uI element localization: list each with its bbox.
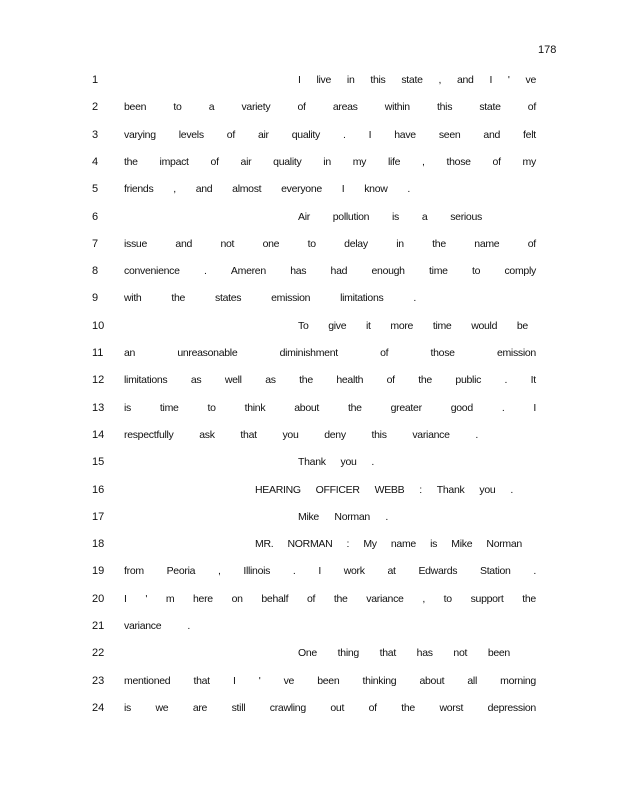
line-text xyxy=(298,645,510,661)
word: time xyxy=(432,319,452,332)
line-text xyxy=(124,673,536,689)
word: not xyxy=(453,647,468,660)
line-number: 23 xyxy=(92,674,105,687)
word: morning xyxy=(500,674,536,687)
word: , xyxy=(422,592,425,605)
word: the xyxy=(171,292,186,305)
word: to xyxy=(472,265,481,278)
line-number: 18 xyxy=(92,538,105,551)
line-text xyxy=(255,482,513,498)
word: name xyxy=(390,538,416,551)
word: worst xyxy=(439,701,464,714)
line-number: 3 xyxy=(92,128,99,141)
word: Edwards xyxy=(418,565,458,578)
word: thinking xyxy=(362,674,397,687)
word: Illinois xyxy=(243,565,271,578)
word: within xyxy=(384,101,410,114)
word: had xyxy=(330,265,348,278)
word: , xyxy=(217,565,221,578)
page-number: 178 xyxy=(538,44,557,56)
word: those xyxy=(430,347,455,359)
word: know xyxy=(364,183,388,196)
word: to xyxy=(443,592,452,605)
word: the xyxy=(522,592,536,605)
line-text xyxy=(124,127,536,143)
word: state xyxy=(401,74,423,86)
word: variance xyxy=(366,592,404,605)
word: OFFICER xyxy=(315,483,360,496)
word: greater xyxy=(390,401,422,414)
word: of xyxy=(527,101,536,114)
word: this xyxy=(437,101,453,114)
word: I xyxy=(232,674,236,687)
transcript-line xyxy=(0,673,618,689)
word: been xyxy=(124,101,147,114)
word: friends xyxy=(124,183,154,196)
line-number: 8 xyxy=(92,265,99,278)
word: air xyxy=(257,128,269,141)
word: enough xyxy=(371,265,405,278)
word: , xyxy=(438,74,442,86)
transcript-line xyxy=(0,236,618,252)
word: to xyxy=(173,101,182,114)
word: well xyxy=(224,374,242,387)
word: . xyxy=(385,510,388,523)
word: I xyxy=(124,592,127,605)
word: ve xyxy=(525,74,536,86)
transcript-line xyxy=(0,645,618,661)
word: states xyxy=(215,292,242,305)
word: mentioned xyxy=(124,674,171,687)
word: not xyxy=(220,237,235,250)
word: we xyxy=(155,701,169,714)
word: it xyxy=(366,319,371,332)
word: has xyxy=(290,265,307,278)
word: health xyxy=(336,374,364,387)
transcript-line xyxy=(0,154,618,170)
word: Peoria xyxy=(166,565,196,578)
word: ' xyxy=(507,74,510,86)
word: delay xyxy=(344,237,368,250)
word: of xyxy=(368,701,377,714)
word: as xyxy=(190,374,202,387)
line-text xyxy=(124,400,536,416)
word: live xyxy=(316,74,332,86)
line-text xyxy=(298,509,388,525)
word: an xyxy=(124,347,136,359)
word: Norman xyxy=(486,538,522,551)
word: you xyxy=(340,456,357,469)
word: crawling xyxy=(269,701,306,714)
word: , xyxy=(173,183,176,196)
line-text xyxy=(298,209,482,225)
word: a xyxy=(421,210,428,223)
transcript-line xyxy=(0,72,618,88)
word: limitations xyxy=(340,292,384,305)
word: my xyxy=(352,155,367,168)
word: : xyxy=(419,483,422,496)
word: issue xyxy=(124,237,148,250)
word: and xyxy=(456,74,474,86)
word: : xyxy=(346,538,350,551)
line-text xyxy=(124,618,190,634)
line-text xyxy=(124,591,536,607)
line-number: 20 xyxy=(92,592,105,605)
line-number: 1 xyxy=(92,74,99,86)
word: this xyxy=(370,74,386,86)
line-number: 4 xyxy=(92,155,99,168)
word: seen xyxy=(438,128,461,141)
word: give xyxy=(328,319,347,332)
word: in xyxy=(346,74,355,86)
transcript-line xyxy=(0,536,618,552)
word: . xyxy=(501,401,505,414)
line-text xyxy=(124,290,416,306)
word: behalf xyxy=(261,592,289,605)
line-number: 2 xyxy=(92,101,99,114)
word: To xyxy=(298,319,309,332)
word: of xyxy=(492,155,501,168)
word: Station xyxy=(479,565,511,578)
line-number: 9 xyxy=(92,292,99,305)
word: My xyxy=(363,538,377,551)
word: Ameren xyxy=(230,265,266,278)
word: one xyxy=(262,237,280,250)
word: variance xyxy=(124,620,162,632)
word: here xyxy=(193,592,213,605)
line-text xyxy=(124,700,536,716)
word: comply xyxy=(504,265,536,278)
word: public xyxy=(455,374,482,387)
word: felt xyxy=(523,128,536,141)
word: of xyxy=(297,101,306,114)
word: those xyxy=(446,155,471,168)
word: the xyxy=(347,401,362,414)
word: pollution xyxy=(332,210,370,223)
word: I xyxy=(341,183,345,196)
word: good xyxy=(450,401,473,414)
word: air xyxy=(240,155,252,168)
word: and xyxy=(175,237,193,250)
word: the xyxy=(418,374,432,387)
word: out xyxy=(330,701,345,714)
line-text xyxy=(124,263,536,279)
word: name xyxy=(474,237,500,250)
line-text xyxy=(298,72,536,88)
word: this xyxy=(371,428,387,441)
word: One xyxy=(298,647,317,660)
line-number: 6 xyxy=(92,210,99,223)
word: and xyxy=(195,183,213,196)
line-number: 14 xyxy=(92,428,105,441)
line-number: 19 xyxy=(92,565,105,578)
word: as xyxy=(265,374,276,387)
word: Mike xyxy=(451,538,473,551)
word: varying xyxy=(124,128,156,141)
word: emission xyxy=(496,347,536,359)
word: with xyxy=(124,292,142,305)
word: ask xyxy=(199,428,215,441)
word: quality xyxy=(291,128,321,141)
word: been xyxy=(317,674,340,687)
transcript-line xyxy=(0,563,618,579)
word: variance xyxy=(412,428,450,441)
word: of xyxy=(306,592,316,605)
line-number: 10 xyxy=(92,319,105,332)
word: I xyxy=(533,401,536,414)
word: life xyxy=(387,155,401,168)
word: to xyxy=(207,401,216,414)
word: is xyxy=(430,538,438,551)
word: . xyxy=(504,374,508,387)
line-number: 22 xyxy=(92,647,105,660)
word: of xyxy=(527,237,536,250)
word: I xyxy=(318,565,321,578)
word: would xyxy=(471,319,498,332)
word: areas xyxy=(332,101,358,114)
word: still xyxy=(231,701,246,714)
word: . xyxy=(292,565,296,578)
word: . xyxy=(510,483,513,496)
line-number: 17 xyxy=(92,510,105,523)
word: of xyxy=(380,347,389,359)
word: is xyxy=(124,401,131,414)
word: more xyxy=(390,319,414,332)
transcript-line xyxy=(0,181,618,197)
word: m xyxy=(165,592,175,605)
word: in xyxy=(396,237,404,250)
transcript-line xyxy=(0,372,618,388)
line-number: 12 xyxy=(92,374,105,387)
word: a xyxy=(208,101,215,114)
line-text xyxy=(124,345,536,361)
word: . xyxy=(371,456,374,469)
word: at xyxy=(387,565,396,578)
word: have xyxy=(394,128,416,141)
line-number: 7 xyxy=(92,237,99,250)
word: time xyxy=(159,401,179,414)
word: all xyxy=(467,674,477,687)
word: of xyxy=(386,374,395,387)
word: It xyxy=(530,374,536,387)
word: I xyxy=(368,128,372,141)
line-text xyxy=(124,563,536,579)
transcript-line xyxy=(0,454,618,470)
word: that xyxy=(193,674,210,687)
transcript-line xyxy=(0,263,618,279)
line-number: 16 xyxy=(92,483,105,496)
line-number: 21 xyxy=(92,620,105,632)
word: limitations xyxy=(124,374,168,387)
word: ' xyxy=(145,592,148,605)
word: of xyxy=(210,155,219,168)
word: , xyxy=(422,155,425,168)
word: is xyxy=(392,210,399,223)
word: are xyxy=(192,701,208,714)
line-text xyxy=(124,372,536,388)
line-number: 13 xyxy=(92,401,105,414)
word: the xyxy=(333,592,348,605)
word: levels xyxy=(178,128,204,141)
word: WEBB xyxy=(374,483,405,496)
transcript-line xyxy=(0,345,618,361)
word: . xyxy=(475,428,478,441)
word: . xyxy=(413,292,416,305)
line-number: 24 xyxy=(92,701,105,714)
word: respectfully xyxy=(124,428,174,441)
word: thing xyxy=(337,647,359,660)
word: state xyxy=(479,101,501,114)
line-text xyxy=(255,536,522,552)
line-number: 11 xyxy=(92,347,104,359)
word: the xyxy=(432,237,446,250)
word: depression xyxy=(487,701,536,714)
word: my xyxy=(522,155,536,168)
word: . xyxy=(187,620,190,632)
word: you xyxy=(282,428,299,441)
transcript-line xyxy=(0,99,618,115)
word: to xyxy=(307,237,316,250)
word: in xyxy=(323,155,331,168)
word: emission xyxy=(271,292,311,305)
word: serious xyxy=(450,210,482,223)
transcript-line xyxy=(0,318,618,334)
word: . xyxy=(203,265,207,278)
word: the xyxy=(401,701,415,714)
transcript-line xyxy=(0,209,618,225)
word: Thank xyxy=(298,456,326,469)
word: and xyxy=(483,128,501,141)
word: support xyxy=(470,592,504,605)
word: variety xyxy=(241,101,271,114)
word: been xyxy=(487,647,510,660)
transcript-line xyxy=(0,591,618,607)
word: ' xyxy=(258,674,261,687)
transcript-line xyxy=(0,427,618,443)
word: the xyxy=(299,374,313,387)
word: impact xyxy=(159,155,189,168)
word: the xyxy=(124,155,138,168)
word: about xyxy=(294,401,320,414)
word: work xyxy=(343,565,365,578)
transcript-line xyxy=(0,482,618,498)
line-number: 5 xyxy=(92,183,99,196)
word: Thank xyxy=(436,483,465,496)
word: time xyxy=(429,265,448,278)
word: that xyxy=(379,647,396,660)
word: . xyxy=(343,128,346,141)
line-number: 15 xyxy=(92,456,105,469)
word: about xyxy=(419,674,445,687)
line-text xyxy=(124,427,478,443)
word: I xyxy=(298,74,301,86)
word: Mike xyxy=(298,510,319,523)
transcript-line xyxy=(0,509,618,525)
word: be xyxy=(516,319,528,332)
line-text xyxy=(298,318,528,334)
word: . xyxy=(533,565,536,578)
word: HEARING xyxy=(255,483,301,496)
word: has xyxy=(416,647,433,660)
word: NORMAN xyxy=(287,538,333,551)
word: unreasonable xyxy=(177,347,238,359)
word: I xyxy=(489,74,493,86)
line-text xyxy=(124,236,536,252)
transcript-line xyxy=(0,127,618,143)
word: Norman xyxy=(334,510,370,523)
transcript-line xyxy=(0,290,618,306)
word: from xyxy=(124,565,144,578)
word: convenience xyxy=(124,265,180,278)
transcript-line xyxy=(0,700,618,716)
word: almost xyxy=(232,183,262,196)
word: MR. xyxy=(255,538,274,551)
word: Air xyxy=(298,210,310,223)
transcript-line xyxy=(0,618,618,634)
line-text xyxy=(124,154,536,170)
word: is xyxy=(124,701,131,714)
word: deny xyxy=(324,428,346,441)
line-text xyxy=(124,181,410,197)
word: diminishment xyxy=(279,347,338,359)
line-text xyxy=(124,99,536,115)
word: quality xyxy=(273,155,302,168)
word: ve xyxy=(283,674,295,687)
word: on xyxy=(231,592,243,605)
word: . xyxy=(407,183,410,196)
word: think xyxy=(244,401,266,414)
word: that xyxy=(240,428,257,441)
transcript-line xyxy=(0,400,618,416)
line-text xyxy=(298,454,374,470)
word: of xyxy=(226,128,235,141)
word: you xyxy=(479,483,496,496)
word: everyone xyxy=(281,183,322,196)
